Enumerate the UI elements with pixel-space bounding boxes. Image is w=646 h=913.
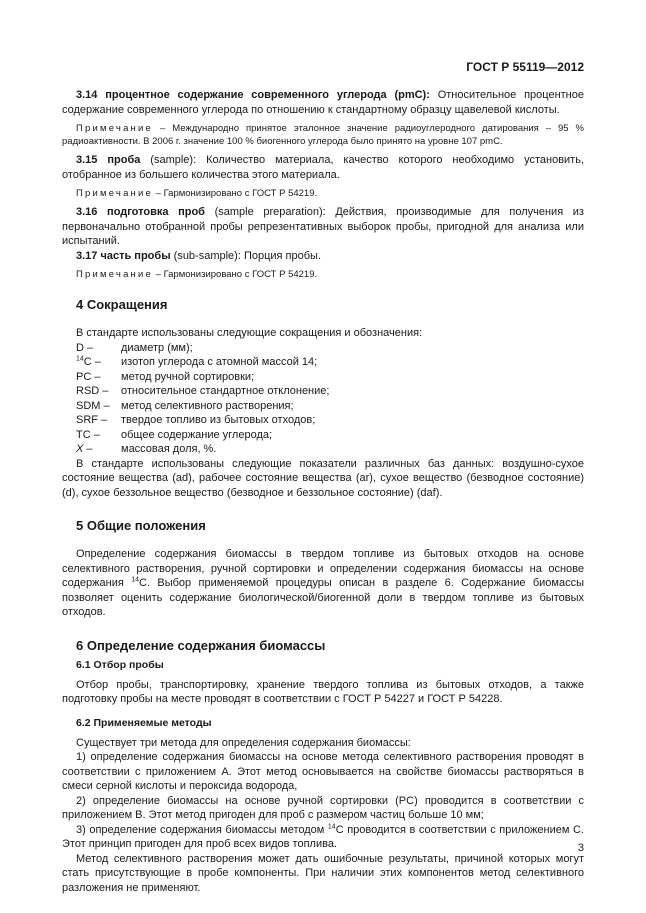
note-3-14: Примечание – Международно принятое эталонное значение радиоуглеродного датирования – 95 % радиоактивности. В 2006 г. значение 100 % биогенного углерода было принято на уровне 107 pmC. bbox=[62, 123, 584, 147]
section-5-heading: 5 Общие положения bbox=[76, 518, 206, 533]
note-label: Примечание bbox=[76, 188, 153, 199]
section-6-2-heading: 6.2 Применяемые методы bbox=[76, 716, 212, 729]
term-definition: : Действия, производимые для получения из первоначально отобранной пробы репрезентативных выборок пробы, пригодной для анализа или испытаний. bbox=[62, 206, 584, 247]
term-definition: : Порция пробы. bbox=[237, 249, 322, 262]
method-2: 2) определение биомассы на основе ручной сортировки (PC) проводится в соответствии с приложением В. Этот метод пригоден для проб с размером частиц больше 10 мм; bbox=[62, 794, 584, 821]
abbr-value: относительное стандартное отклонение; bbox=[121, 385, 330, 397]
abbr-key: SDM – bbox=[76, 399, 110, 412]
term-3-17 bbox=[62, 249, 584, 264]
note-label: Примечание bbox=[76, 269, 153, 280]
abbr-value: диаметр (мм); bbox=[121, 341, 193, 354]
abbr-item bbox=[62, 399, 584, 414]
abbr-item bbox=[62, 370, 584, 385]
term-3-16 bbox=[62, 205, 584, 249]
abbr-key: PC – bbox=[76, 370, 101, 383]
abbr-item bbox=[62, 442, 584, 457]
abbr-value: общее содержание углерода; bbox=[121, 428, 273, 441]
term-number: 3.15 bbox=[76, 154, 98, 166]
section-6-1-heading: 6.1 Отбор пробы bbox=[76, 658, 164, 671]
note-3-17: Примечание – Гармонизировано с ГОСТ Р 54219. bbox=[76, 269, 318, 280]
term-3-14 bbox=[62, 88, 584, 117]
abbr-value: метод ручной сортировки; bbox=[121, 370, 255, 383]
section-5-paragraph: Определение содержания биомассы в твердом топливе из бытовых отходов на основе селективного растворения, ручной сортировки и определении содержания биомассы на основе содержания $^{14}$C. Выбор применяемой процедуры описан в разделе 6. Содержание биомассы позволяет оценить содержание биологической/биогенной доли в твердом топливе из бытовых отходов. bbox=[62, 548, 584, 618]
abbr-key: $^{14}$C – bbox=[76, 355, 101, 368]
abbr-key: X – bbox=[76, 443, 93, 455]
term-definition: : Количество материала, качество которого необходимо установить, отобранное из большего количества этого материала. bbox=[62, 154, 585, 181]
note-3-15: Примечание – Гармонизировано с ГОСТ Р 54219. bbox=[76, 188, 318, 199]
method-3: 3) определение содержания биомассы методом $^{14}$C проводится в соответствии с приложением С. Этот принцип пригоден для проб всех видов топлива. bbox=[62, 822, 584, 850]
abbr-item bbox=[62, 384, 584, 399]
abbr-item bbox=[62, 413, 584, 428]
note-text: Международно принятое эталонное значение радиоуглеродного датирования – 95 % радиоактивности. В 2006 г. значение 100 % биогенного углерода было принято на уровне 107 pmC. bbox=[62, 123, 584, 147]
abbr-value: метод селективного растворения; bbox=[121, 399, 294, 412]
abbr-key: TC – bbox=[76, 428, 100, 441]
abbr-key: SRF – bbox=[76, 414, 108, 426]
section-4-outro: В стандарте использованы следующие показатели различных баз данных: воздушно-сухое состояние вещества (ad), рабочее состояние вещества (ar), сухое вещество (безводное состояние) (d), сухое беззольное вещество (безводное и беззольное состояние) (daf). bbox=[62, 457, 584, 499]
section-6-1-paragraph: Отбор пробы, транспортировку, хранение твердого топлива из бытовых отходов, а также подготовку пробы на месте проводят в соответствии с ГОСТ Р 54227 и ГОСТ Р 54228. bbox=[62, 678, 584, 705]
abbr-item bbox=[62, 428, 584, 443]
section-6-2-closing: Метод селективного растворения может дать ошибочные результаты, причиной которых могут стать присутствующие в пробе компоненты. При наличии этих компонентов метод селективного разложения не применяют. bbox=[62, 852, 584, 894]
term-name: процентное содержание современного углерода (pmC): bbox=[105, 89, 430, 101]
term-name: часть пробы bbox=[100, 249, 171, 262]
method-1: 1) определение содержания биомассы на основе метода селективного растворения проводят в соответствии с приложением А. Этот метод основывается на свойстве биомассы растворяться в смеси серной кислоты и пероксида водорода, bbox=[62, 751, 584, 792]
term-name: подготовка проб bbox=[107, 206, 205, 218]
abbr-item bbox=[62, 355, 584, 370]
term-english: (sample) bbox=[140, 154, 194, 166]
term-3-15 bbox=[62, 153, 584, 182]
abbr-value: массовая доля, %. bbox=[121, 443, 217, 455]
page-content bbox=[62, 88, 584, 895]
note-text: Гармонизировано с ГОСТ Р 54219. bbox=[163, 188, 318, 199]
term-number: 3.17 bbox=[76, 249, 98, 262]
term-definition: Относительное процентное содержание современного углерода по отношению к стандартному образцу щавелевой кислоты. bbox=[62, 89, 584, 116]
note-text: Гармонизировано с ГОСТ Р 54219. bbox=[163, 269, 318, 280]
section-6-2-intro: Существует три метода для определения содержания биомассы: bbox=[76, 736, 411, 749]
note-label: Примечание bbox=[76, 123, 153, 134]
term-english: (sample preparation) bbox=[204, 206, 323, 218]
abbreviation-list bbox=[62, 341, 584, 457]
section-4-heading: 4 Сокращения bbox=[76, 297, 168, 312]
abbr-item bbox=[62, 341, 584, 356]
abbr-value: изотоп углерода с атомной массой 14; bbox=[121, 356, 318, 368]
term-number: 3.14 bbox=[76, 89, 98, 101]
standard-header: ГОСТ Р 55119—2012 bbox=[466, 60, 584, 74]
section-4-intro: В стандарте использованы следующие сокращения и обозначения: bbox=[76, 327, 423, 339]
abbr-key: RSD – bbox=[76, 385, 109, 397]
term-number: 3.16 bbox=[76, 206, 98, 218]
abbr-value: твердое топливо из бытовых отходов; bbox=[121, 414, 316, 426]
term-english: (sub-sample) bbox=[170, 249, 238, 262]
section-6-heading: 6 Определение содержания биомассы bbox=[76, 637, 326, 653]
abbr-key: D – bbox=[76, 341, 94, 354]
term-name: проба bbox=[107, 154, 141, 166]
page-number: 3 bbox=[577, 842, 584, 854]
